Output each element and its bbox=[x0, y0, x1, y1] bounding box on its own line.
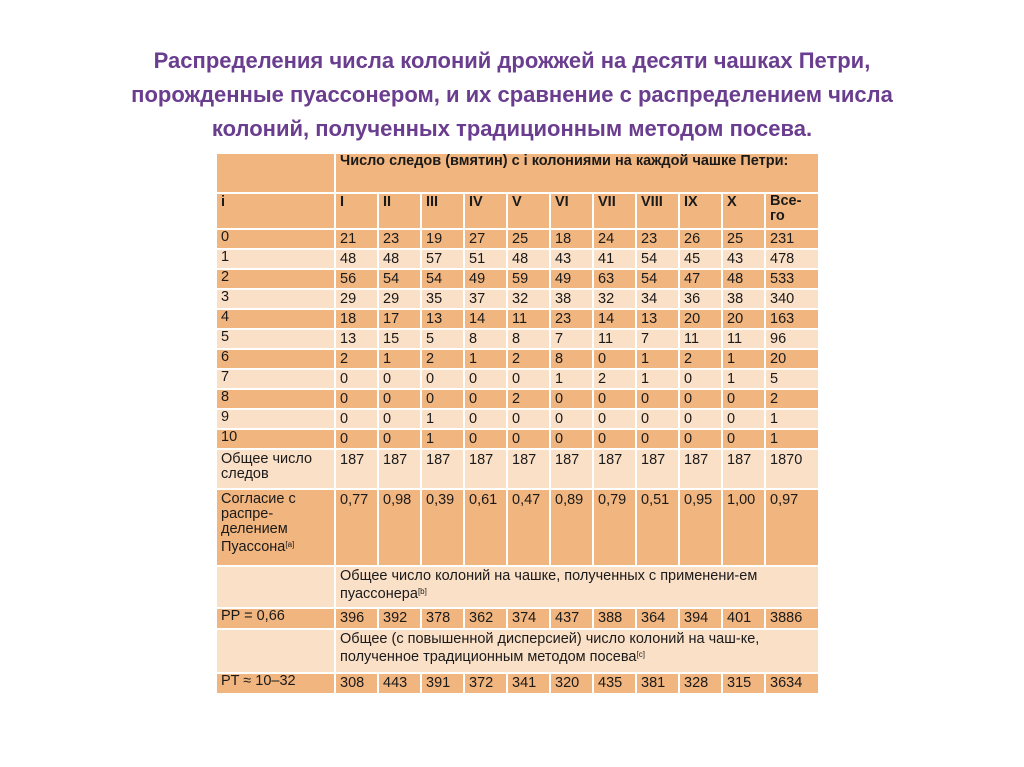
note-spacer bbox=[216, 566, 335, 608]
table-cell: 11 bbox=[593, 329, 636, 349]
table-cell: 374 bbox=[507, 608, 550, 629]
table-cell: 54 bbox=[636, 249, 679, 269]
table-cell: 0 bbox=[593, 349, 636, 369]
table-cell: 54 bbox=[378, 269, 421, 289]
table-cell: 26 bbox=[679, 229, 722, 249]
table-cell: 0 bbox=[679, 389, 722, 409]
table-cell: 20 bbox=[765, 349, 819, 369]
column-header: X bbox=[722, 193, 765, 229]
table-cell: 27 bbox=[464, 229, 507, 249]
table-cell: 43 bbox=[722, 249, 765, 269]
table-cell: 35 bbox=[421, 289, 464, 309]
table-cell: 25 bbox=[722, 229, 765, 249]
table-cell: 328 bbox=[679, 673, 722, 694]
row-label bbox=[216, 489, 335, 566]
table-cell: 443 bbox=[378, 673, 421, 694]
table-cell: 0,77 bbox=[335, 489, 378, 566]
yeast-colonies-table bbox=[215, 152, 820, 695]
table-cell: 0,79 bbox=[593, 489, 636, 566]
table-cell: 2 bbox=[593, 369, 636, 389]
table-cell: 0 bbox=[593, 389, 636, 409]
table-cell: 47 bbox=[679, 269, 722, 289]
table-cell: 388 bbox=[593, 608, 636, 629]
table-cell: 0 bbox=[421, 389, 464, 409]
table-cell: 0 bbox=[335, 429, 378, 449]
traditional-note-row bbox=[216, 629, 819, 673]
footnote-mark: [b] bbox=[417, 587, 427, 596]
table-cell: 36 bbox=[679, 289, 722, 309]
note-text-cell bbox=[335, 566, 819, 608]
table-cell: 1 bbox=[722, 349, 765, 369]
table-cell: 32 bbox=[507, 289, 550, 309]
footnote-mark: [c] bbox=[636, 650, 645, 659]
table-cell: 308 bbox=[335, 673, 378, 694]
table-cell: 0 bbox=[335, 369, 378, 389]
table-cell: 2 bbox=[679, 349, 722, 369]
table-cell: 0,61 bbox=[464, 489, 507, 566]
table-cell: 187 bbox=[507, 449, 550, 489]
table-cell: 163 bbox=[765, 309, 819, 329]
table-cell: 392 bbox=[378, 608, 421, 629]
table-cell: 0 bbox=[507, 369, 550, 389]
table-cell: 29 bbox=[378, 289, 421, 309]
table-cell: 396 bbox=[335, 608, 378, 629]
table-cell: 394 bbox=[679, 608, 722, 629]
table-row bbox=[216, 269, 819, 289]
table-cell: 21 bbox=[335, 229, 378, 249]
row-label: 0 bbox=[216, 229, 335, 249]
table-cell: 0,98 bbox=[378, 489, 421, 566]
footnote-mark: [a] bbox=[285, 540, 295, 549]
table-cell: 2 bbox=[765, 389, 819, 409]
table-cell: 2 bbox=[507, 349, 550, 369]
header-group-row bbox=[216, 153, 819, 193]
table-cell: 1 bbox=[550, 369, 593, 389]
column-header: III bbox=[421, 193, 464, 229]
table-cell: 372 bbox=[464, 673, 507, 694]
table-cell: 37 bbox=[464, 289, 507, 309]
table-cell: 0,97 bbox=[765, 489, 819, 566]
table-cell: 8 bbox=[550, 349, 593, 369]
table-row bbox=[216, 289, 819, 309]
table-cell: 38 bbox=[550, 289, 593, 309]
column-header: Все-го bbox=[765, 193, 819, 229]
column-header-row bbox=[216, 193, 819, 229]
table-cell: 7 bbox=[550, 329, 593, 349]
total-traces-row bbox=[216, 449, 819, 489]
column-header: VI bbox=[550, 193, 593, 229]
table-cell: 187 bbox=[421, 449, 464, 489]
row-label: 10 bbox=[216, 429, 335, 449]
table-cell: 8 bbox=[507, 329, 550, 349]
table-cell: 41 bbox=[593, 249, 636, 269]
table-cell: 0 bbox=[421, 369, 464, 389]
table-cell: 362 bbox=[464, 608, 507, 629]
table-cell: 0 bbox=[679, 429, 722, 449]
row-label: 9 bbox=[216, 409, 335, 429]
table-cell: 1 bbox=[378, 349, 421, 369]
column-header: VIII bbox=[636, 193, 679, 229]
table-cell: 2 bbox=[335, 349, 378, 369]
table-cell: 23 bbox=[550, 309, 593, 329]
table-cell: 0 bbox=[335, 389, 378, 409]
table-cell: 0 bbox=[593, 429, 636, 449]
table-cell: 0 bbox=[378, 369, 421, 389]
table-cell: 0 bbox=[550, 409, 593, 429]
table-cell: 48 bbox=[507, 249, 550, 269]
table-cell: 315 bbox=[722, 673, 765, 694]
table-cell: 14 bbox=[593, 309, 636, 329]
table-cell: 18 bbox=[550, 229, 593, 249]
table-cell: 0 bbox=[636, 389, 679, 409]
table-cell: 13 bbox=[335, 329, 378, 349]
table-cell: 187 bbox=[722, 449, 765, 489]
table-cell: 1 bbox=[636, 369, 679, 389]
table-cell: 8 bbox=[464, 329, 507, 349]
table-cell: 187 bbox=[378, 449, 421, 489]
table-cell: 32 bbox=[593, 289, 636, 309]
row-label: 6 bbox=[216, 349, 335, 369]
row-label: PT ≈ 10–32 bbox=[216, 673, 335, 694]
column-header: I bbox=[335, 193, 378, 229]
table-cell: 0 bbox=[507, 429, 550, 449]
table-cell: 57 bbox=[421, 249, 464, 269]
header-corner bbox=[216, 153, 335, 193]
table-row bbox=[216, 229, 819, 249]
row-label: 1 bbox=[216, 249, 335, 269]
table-cell: 15 bbox=[378, 329, 421, 349]
row-label: 5 bbox=[216, 329, 335, 349]
title-line-1: Распределения числа колоний дрожжей на десяти чашках Петри, bbox=[153, 48, 871, 73]
table-cell: 0 bbox=[378, 409, 421, 429]
table-cell: 381 bbox=[636, 673, 679, 694]
table-cell: 11 bbox=[679, 329, 722, 349]
table-cell: 340 bbox=[765, 289, 819, 309]
table-cell: 187 bbox=[550, 449, 593, 489]
table-cell: 1 bbox=[765, 429, 819, 449]
table-cell: 0,51 bbox=[636, 489, 679, 566]
table-cell: 23 bbox=[378, 229, 421, 249]
table-cell: 533 bbox=[765, 269, 819, 289]
row-label-text: Согласие с распре-делением Пуассона bbox=[221, 491, 296, 555]
table-cell: 48 bbox=[335, 249, 378, 269]
table-cell: 0 bbox=[593, 409, 636, 429]
table-cell: 0 bbox=[722, 389, 765, 409]
table-cell: 5 bbox=[765, 369, 819, 389]
table-cell: 5 bbox=[421, 329, 464, 349]
table-cell: 13 bbox=[636, 309, 679, 329]
column-header: i bbox=[216, 193, 335, 229]
table-cell: 49 bbox=[464, 269, 507, 289]
table-cell: 45 bbox=[679, 249, 722, 269]
row-label: PP = 0,66 bbox=[216, 608, 335, 629]
table-cell: 20 bbox=[722, 309, 765, 329]
table-row bbox=[216, 329, 819, 349]
table-cell: 1 bbox=[464, 349, 507, 369]
poissoner-note-row bbox=[216, 566, 819, 608]
note-text: Общее число колоний на чашке, полученных с применени-ем пуассонера bbox=[340, 568, 758, 602]
header-group-label: Число следов (вмятин) с i колониями на каждой чашке Петри: bbox=[335, 153, 819, 193]
table-cell: 29 bbox=[335, 289, 378, 309]
table-cell: 38 bbox=[722, 289, 765, 309]
table-cell: 0,89 bbox=[550, 489, 593, 566]
table-cell: 1870 bbox=[765, 449, 819, 489]
table-cell: 51 bbox=[464, 249, 507, 269]
table-cell: 187 bbox=[636, 449, 679, 489]
table-cell: 0,95 bbox=[679, 489, 722, 566]
table-cell: 11 bbox=[722, 329, 765, 349]
table-cell: 59 bbox=[507, 269, 550, 289]
row-label: 2 bbox=[216, 269, 335, 289]
table-row bbox=[216, 309, 819, 329]
pp-row bbox=[216, 608, 819, 629]
table-cell: 25 bbox=[507, 229, 550, 249]
table-cell: 341 bbox=[507, 673, 550, 694]
table-cell: 0 bbox=[636, 429, 679, 449]
table-cell: 320 bbox=[550, 673, 593, 694]
table-cell: 0 bbox=[507, 409, 550, 429]
table-cell: 0 bbox=[335, 409, 378, 429]
title-line-2: порожденные пуассонером, и их сравнение с распределением числа bbox=[131, 82, 893, 107]
table-cell: 0,39 bbox=[421, 489, 464, 566]
table-cell: 3886 bbox=[765, 608, 819, 629]
table-cell: 0 bbox=[636, 409, 679, 429]
table-cell: 48 bbox=[378, 249, 421, 269]
column-header: II bbox=[378, 193, 421, 229]
table-cell: 1 bbox=[722, 369, 765, 389]
table-cell: 187 bbox=[335, 449, 378, 489]
table-cell: 187 bbox=[464, 449, 507, 489]
table-cell: 54 bbox=[636, 269, 679, 289]
table-cell: 23 bbox=[636, 229, 679, 249]
table-cell: 3634 bbox=[765, 673, 819, 694]
row-label: 7 bbox=[216, 369, 335, 389]
table-cell: 1 bbox=[765, 409, 819, 429]
note-spacer bbox=[216, 629, 335, 673]
row-label: Общее число следов bbox=[216, 449, 335, 489]
table-cell: 49 bbox=[550, 269, 593, 289]
agreement-row bbox=[216, 489, 819, 566]
table-cell: 231 bbox=[765, 229, 819, 249]
table-cell: 0 bbox=[378, 389, 421, 409]
column-header: IX bbox=[679, 193, 722, 229]
column-header: VII bbox=[593, 193, 636, 229]
pt-row bbox=[216, 673, 819, 694]
table-row bbox=[216, 389, 819, 409]
table-row bbox=[216, 349, 819, 369]
note-text: Общее (с повышенной дисперсией) число колоний на чаш-ке, полученное традиционным методом посева bbox=[340, 631, 760, 665]
table-cell: 14 bbox=[464, 309, 507, 329]
note-text-cell bbox=[335, 629, 819, 673]
table-cell: 0 bbox=[378, 429, 421, 449]
table-cell: 437 bbox=[550, 608, 593, 629]
table-cell: 1 bbox=[636, 349, 679, 369]
table-cell: 0 bbox=[464, 369, 507, 389]
table-cell: 11 bbox=[507, 309, 550, 329]
title-line-3: колоний, полученных традиционным методом посева. bbox=[211, 116, 813, 141]
table-cell: 43 bbox=[550, 249, 593, 269]
table-cell: 391 bbox=[421, 673, 464, 694]
table-cell: 54 bbox=[421, 269, 464, 289]
table-cell: 17 bbox=[378, 309, 421, 329]
table-row bbox=[216, 249, 819, 269]
table-cell: 364 bbox=[636, 608, 679, 629]
table-row bbox=[216, 369, 819, 389]
table-cell: 1 bbox=[421, 409, 464, 429]
table-cell: 0 bbox=[464, 389, 507, 409]
row-label: 3 bbox=[216, 289, 335, 309]
table-cell: 0 bbox=[679, 369, 722, 389]
table-cell: 401 bbox=[722, 608, 765, 629]
table-cell: 187 bbox=[679, 449, 722, 489]
table-cell: 24 bbox=[593, 229, 636, 249]
table-cell: 2 bbox=[421, 349, 464, 369]
table-cell: 0 bbox=[550, 389, 593, 409]
table-row bbox=[216, 409, 819, 429]
row-label: 4 bbox=[216, 309, 335, 329]
table-cell: 48 bbox=[722, 269, 765, 289]
row-label: 8 bbox=[216, 389, 335, 409]
table-cell: 1,00 bbox=[722, 489, 765, 566]
table-cell: 378 bbox=[421, 608, 464, 629]
table-cell: 2 bbox=[507, 389, 550, 409]
table-cell: 0 bbox=[679, 409, 722, 429]
table-cell: 0 bbox=[464, 409, 507, 429]
slide-title bbox=[60, 44, 964, 146]
table-cell: 0 bbox=[464, 429, 507, 449]
column-header: IV bbox=[464, 193, 507, 229]
table-cell: 1 bbox=[421, 429, 464, 449]
table-cell: 34 bbox=[636, 289, 679, 309]
table-cell: 18 bbox=[335, 309, 378, 329]
table-cell: 19 bbox=[421, 229, 464, 249]
table-row bbox=[216, 429, 819, 449]
table-cell: 478 bbox=[765, 249, 819, 269]
table-cell: 0 bbox=[722, 429, 765, 449]
table-cell: 63 bbox=[593, 269, 636, 289]
table-cell: 13 bbox=[421, 309, 464, 329]
column-header: V bbox=[507, 193, 550, 229]
table-cell: 0,47 bbox=[507, 489, 550, 566]
table-cell: 20 bbox=[679, 309, 722, 329]
table-cell: 96 bbox=[765, 329, 819, 349]
table-cell: 0 bbox=[550, 429, 593, 449]
table-cell: 7 bbox=[636, 329, 679, 349]
table-cell: 0 bbox=[722, 409, 765, 429]
table-cell: 435 bbox=[593, 673, 636, 694]
table-cell: 187 bbox=[593, 449, 636, 489]
table-cell: 56 bbox=[335, 269, 378, 289]
